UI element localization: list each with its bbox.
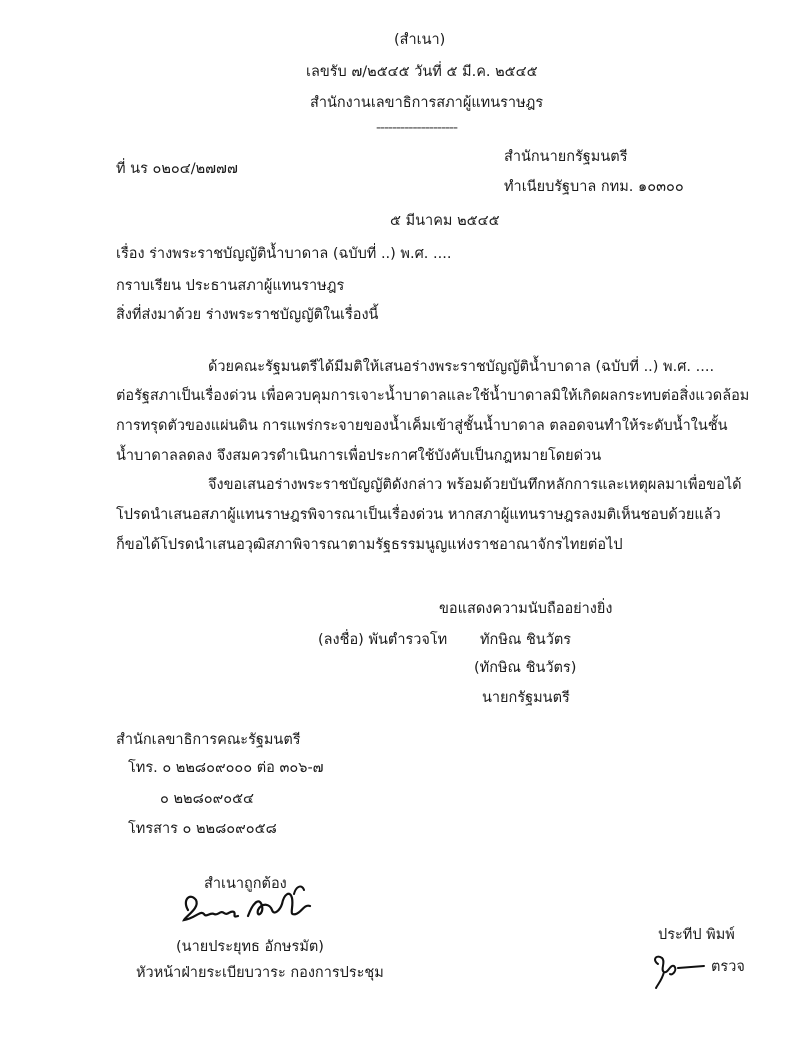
contact-telephone-2: ๐ ๒๒๘๐๙๐๕๔ [160,791,255,807]
body-line: โปรดนำเสนอสภาผู้แทนราษฎรพิจารณาเป็นเรื่องด่วน หากสภาผู้แทนราษฎรลงมติเห็นชอบด้วยแล้ว [116,507,721,523]
signer-name: ทักษิณ ชินวัตร [480,632,572,648]
copy-mark: (สำเนา) [394,32,446,48]
certified-copy-label: สำเนาถูกต้อง [204,876,287,892]
checked-label: ตรวจ [711,959,745,975]
checker-initials-signature [648,950,708,990]
contact-fax: โทรสาร ๐ ๒๒๘๐๙๐๕๘ [128,821,277,837]
document-date: ๕ มีนาคม ๒๕๔๕ [390,213,500,229]
reference-number: ที่ นร ๐๒๐๔/๒๗๗๗ [116,161,238,177]
body-line: ด้วยคณะรัฐมนตรีได้มีมติให้เสนอร่างพระราชบัญญัติน้ำบาดาล (ฉบับที่ ..) พ.ศ. .... [208,359,715,375]
sender-address: ทำเนียบรัฐบาล กทม. ๑๐๓๐๐ [504,179,684,195]
certifier-name: (นายประยุทธ อักษรมัต) [176,939,324,955]
enclosure-line: สิ่งที่ส่งมาด้วย ร่างพระราชบัญญัติในเรื่องนี้ [116,307,379,323]
receiving-office: สำนักงานเลขาธิการสภาผู้แทนราษฎร [310,95,544,111]
body-line: น้ำบาดาลลดลง จึงสมควรดำเนินการเพื่อประกาศใช้บังคับเป็นกฎหมายโดยด่วน [116,448,602,464]
subject-line: เรื่อง ร่างพระราชบัญญัติน้ำบาดาล (ฉบับที่ ..) พ.ศ. .... [116,246,452,262]
signer-position: นายกรัฐมนตรี [482,690,570,706]
handwritten-signature [176,880,326,932]
contact-office: สำนักเลขาธิการคณะรัฐมนตรี [116,732,301,748]
body-line: ต่อรัฐสภาเป็นเรื่องด่วน เพื่อควบคุมการเจาะน้ำบาดาลและใช้น้ำบาดาลมิให้เกิดผลกระทบต่อสิ่งแวดล้อม [116,388,750,404]
sender-office: สำนักนายกรัฐมนตรี [504,149,628,165]
closing-regards: ขอแสดงความนับถืออย่างยิ่ง [439,601,613,617]
certifier-position: หัวหน้าฝ่ายระเบียบวาระ กองการประชุม [136,965,384,981]
signed-label: (ลงชื่อ) พันตำรวจโท [318,632,448,648]
header-divider: -------------------- [376,120,458,136]
body-line: การทรุดตัวของแผ่นดิน การแพร่กระจายของน้ำเค็มเข้าสู่ชั้นน้ำบาดาล ตลอดจนทำให้ระดับน้ำในชั้น [116,418,728,434]
contact-telephone: โทร. ๐ ๒๒๘๐๙๐๐๐ ต่อ ๓๐๖-๗ [128,760,324,776]
receipt-number: เลขรับ ๗/๒๕๔๕ วันที่ ๕ มี.ค. ๒๕๔๕ [306,64,538,80]
body-line: ก็ขอได้โปรดนำเสนอวุฒิสภาพิจารณาตามรัฐธรรมนูญแห่งราชอาณาจักรไทยต่อไป [116,537,623,553]
body-line: จึงขอเสนอร่างพระราชบัญญัติดังกล่าว พร้อมด้วยบันทึกหลักการและเหตุผลมาเพื่อขอได้ [208,477,742,493]
recipient-line: กราบเรียน ประธานสภาผู้แทนราษฎร [116,278,345,294]
typist-note: ประทีป พิมพ์ [658,927,735,943]
signer-name-parenthesized: (ทักษิณ ชินวัตร) [474,660,577,676]
